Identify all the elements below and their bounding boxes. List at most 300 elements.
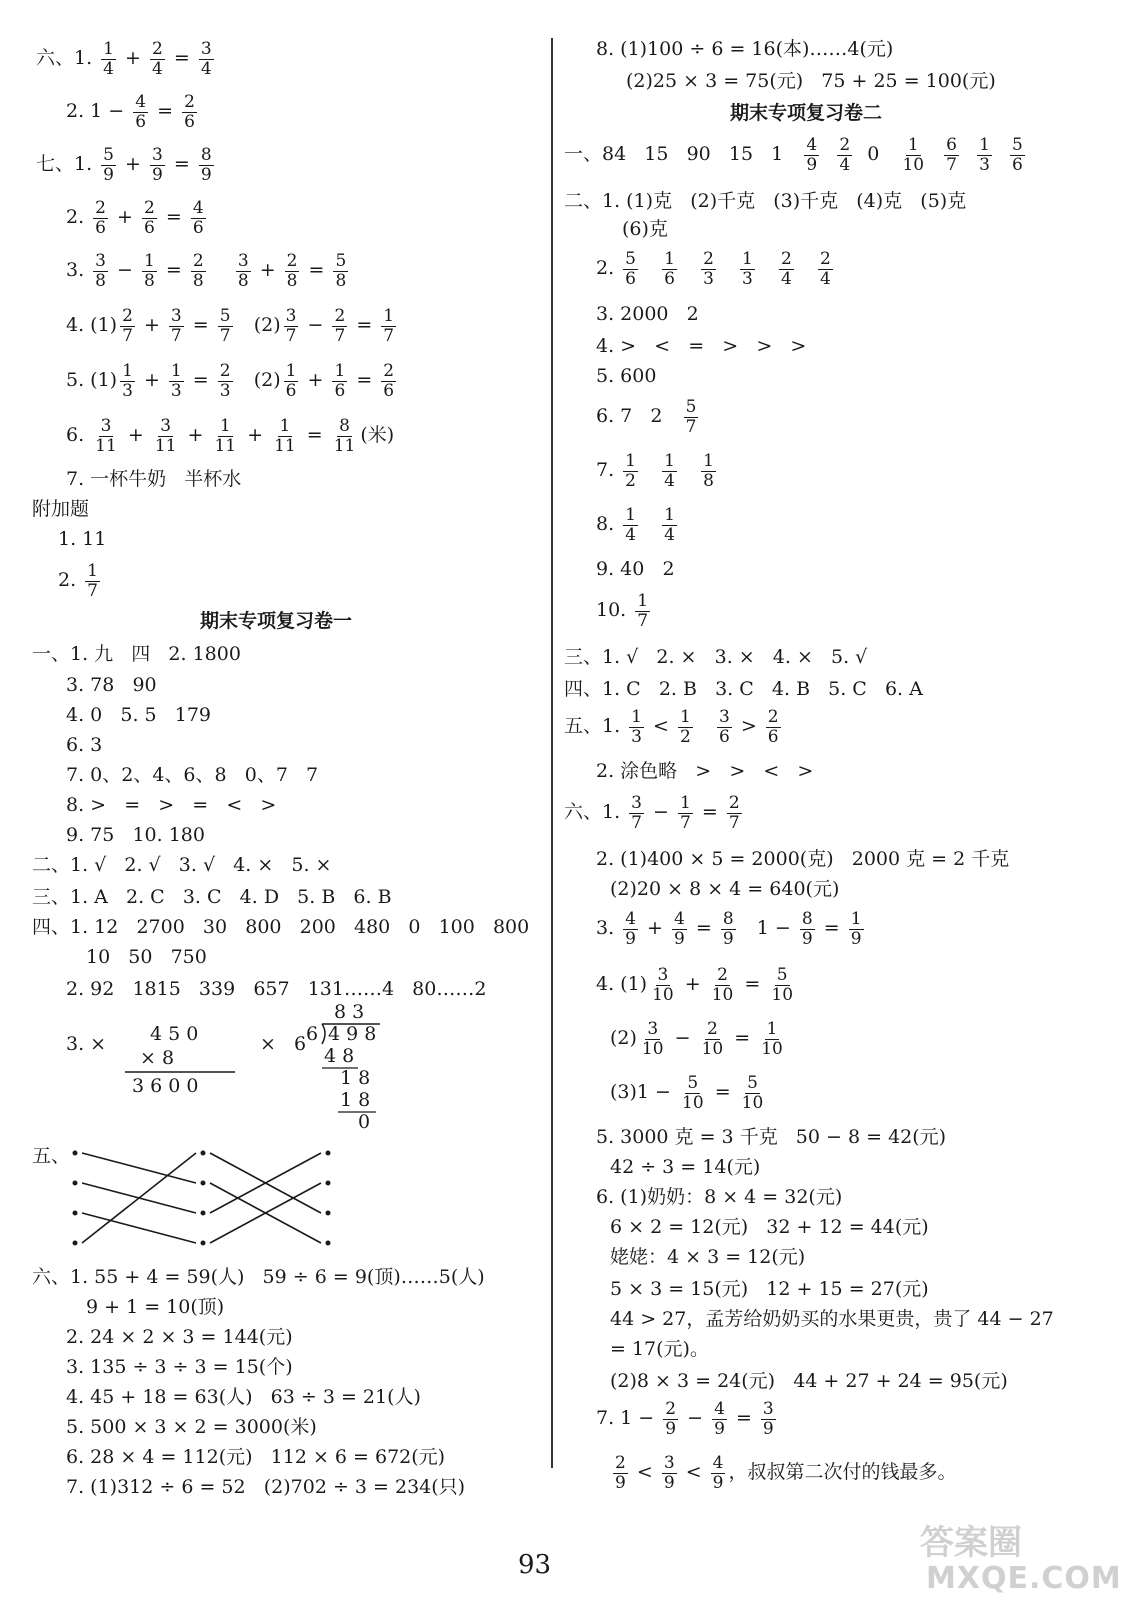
answer-text: 2. 92 1815 339 657 131……4 80……2 (66, 978, 487, 1000)
fraction-denominator: 7 (680, 812, 691, 833)
fraction-numerator: 1 (144, 251, 155, 271)
answer-text: 6. (66, 424, 91, 447)
fraction (182, 93, 197, 131)
answer-text (822, 145, 834, 164)
section-heading (200, 612, 352, 631)
fraction-denominator: 9 (665, 1418, 677, 1439)
answer-text: = (159, 259, 188, 282)
fraction (800, 910, 815, 948)
fraction-denominator: 9 (674, 928, 685, 949)
answer-text: − (111, 259, 139, 282)
fraction (169, 307, 184, 345)
answer-text: (2)8 × 3 = 24(元) 44 + 27 + 24 = 95(元) (610, 1370, 1008, 1392)
fraction-denominator: 9 (200, 164, 212, 185)
fraction-numerator: 3 (200, 39, 212, 59)
answer-line (32, 500, 89, 519)
answer-text: + (121, 424, 150, 447)
fraction-denominator: 8 (95, 270, 106, 291)
answer-text: = 17(元)。 (610, 1338, 709, 1360)
fraction-denominator: 4 (780, 268, 792, 289)
answer-text: 3. × (66, 1033, 107, 1055)
fraction-numerator: 3 (285, 306, 297, 326)
fraction-denominator: 7 (637, 610, 649, 631)
answer-line (564, 192, 966, 211)
fraction (623, 452, 638, 490)
fraction-denominator: 4 (664, 524, 675, 545)
answer-text: 7. (596, 459, 621, 482)
match-dot (73, 1241, 78, 1246)
fraction-denominator: 10 (701, 1038, 724, 1059)
fraction-numerator: 1 (383, 306, 395, 326)
answer-text: (2)20 × 8 × 4 = 640(元) (610, 878, 840, 900)
answer-text: (2)25 × 3 = 75(元) 75 + 25 = 100(元) (626, 70, 996, 92)
answer-text: 一、84 15 90 15 1 (564, 143, 802, 166)
answer-text (696, 717, 714, 736)
answer-text: − (681, 1407, 710, 1430)
fraction-denominator: 8 (703, 470, 714, 491)
fraction-numerator: 2 (665, 1399, 677, 1419)
fraction-numerator: 2 (717, 965, 728, 985)
answer-line (66, 1035, 106, 1054)
fraction-numerator: 2 (95, 198, 106, 218)
answer-text: 3. 135 ÷ 3 ÷ 3 = 15(个) (66, 1356, 293, 1378)
answer-text (680, 461, 698, 480)
fraction-denominator: 6 (718, 726, 730, 747)
match-dot (326, 1211, 331, 1216)
answer-text: 2. (596, 257, 621, 280)
answer-text (641, 461, 659, 480)
answer-text: 姥姥：4 × 3 = 12(元) (610, 1246, 806, 1268)
fraction-denominator: 6 (135, 111, 147, 132)
answer-text: 9. 40 2 (596, 558, 675, 580)
fraction-numerator: 4 (712, 1453, 724, 1473)
match-dot (326, 1181, 331, 1186)
fraction-denominator: 7 (728, 812, 740, 833)
fraction-numerator: 2 (615, 1453, 626, 1473)
fraction-denominator: 7 (383, 325, 395, 346)
answer-text: 7. 一杯牛奶 半杯水 (66, 468, 242, 490)
fraction-numerator: 1 (766, 1019, 778, 1039)
fraction-denominator: 10 (771, 984, 794, 1005)
fraction-denominator: 3 (631, 726, 642, 747)
fraction (120, 307, 135, 345)
match-dot (73, 1181, 78, 1186)
fraction-numerator: 2 (780, 249, 792, 269)
fraction-numerator: 1 (907, 135, 919, 155)
answer-text: 5 × 3 = 15(元) 12 + 15 = 27(元) (610, 1278, 929, 1300)
division-step-2: 1 8 (340, 1067, 371, 1089)
fraction-numerator: 1 (979, 135, 990, 155)
fraction-denominator: 8 (144, 270, 155, 291)
fraction-denominator: 4 (664, 470, 675, 491)
fraction-denominator: 4 (625, 524, 636, 545)
fraction-denominator: 9 (625, 928, 636, 949)
fraction-numerator: 3 (718, 707, 730, 727)
answer-text: 10. (596, 599, 633, 622)
answer-text: − (668, 1027, 697, 1050)
answer-line (564, 794, 745, 832)
fraction (284, 362, 299, 400)
fraction-denominator: 10 (641, 1038, 664, 1059)
answer-text: = (186, 314, 215, 337)
fraction-numerator: 8 (801, 909, 813, 929)
fraction-denominator: 4 (200, 58, 212, 79)
answer-line (596, 506, 680, 544)
fraction-numerator: 1 (625, 505, 636, 525)
answer-text (680, 259, 698, 278)
fraction-denominator: 3 (122, 380, 133, 401)
fraction (635, 592, 650, 630)
answer-text: 5. (1) (66, 369, 118, 392)
fraction-numerator: 3 (170, 306, 182, 326)
fraction (150, 40, 165, 78)
answer-line (66, 1418, 317, 1437)
answer-text: 7. 0、2、4、6、8 0、7 7 (66, 764, 319, 786)
answer-text: 四、1. C 2. B 3. C 4. B 5. C 6. A (564, 678, 923, 700)
fraction-denominator: 6 (192, 217, 204, 238)
answer-line (66, 766, 318, 785)
answer-text: + (119, 47, 147, 70)
division-quotient: 8 3 (334, 1001, 365, 1023)
fraction-numerator: 5 (335, 251, 347, 271)
answer-text: − (301, 314, 330, 337)
fraction-denominator: 7 (122, 325, 133, 346)
answer-text: = (302, 259, 331, 282)
answer-line (66, 1388, 421, 1407)
answer-text: > (734, 715, 763, 738)
fraction-numerator: 2 (152, 39, 163, 59)
answer-line (626, 72, 996, 91)
answer-text: < (647, 715, 675, 738)
answer-text: 三、1. A 2. C 3. C 4. D 5. B 6. B (32, 886, 392, 908)
answer-line (66, 980, 486, 999)
fraction-denominator: 10 (682, 1092, 704, 1113)
answer-line (596, 452, 719, 490)
fraction-numerator: 3 (657, 965, 669, 985)
answer-line (596, 1188, 842, 1207)
answer-text (719, 259, 737, 278)
match-dot (326, 1241, 331, 1246)
answer-line (66, 93, 200, 131)
matching-lines-diagram (60, 1145, 350, 1255)
fraction (142, 199, 157, 237)
fraction-denominator: 8 (192, 270, 204, 291)
fraction-numerator: 2 (767, 707, 779, 727)
answer-text: 六、1. (36, 47, 99, 70)
fraction-denominator: 3 (703, 268, 714, 289)
fraction-denominator: 10 (902, 154, 925, 175)
fraction (333, 252, 348, 290)
answer-text: 44 > 27，孟芳给奶奶买的水果更贵，贵了 44 − 27 (610, 1308, 1054, 1330)
answer-line (564, 136, 1028, 174)
answer-text: + (119, 153, 147, 176)
answer-line (564, 708, 784, 746)
answer-text: + (181, 424, 210, 447)
division-remainder: 0 (358, 1111, 371, 1133)
answer-text (209, 261, 233, 280)
fraction-numerator: 1 (625, 451, 636, 471)
answer-text: = (689, 917, 718, 940)
fraction (101, 40, 116, 78)
fraction (837, 136, 852, 174)
answer-text: 3. (596, 917, 621, 940)
fraction (779, 250, 794, 288)
answer-text: 二、1. (1)克 (2)千克 (3)千克 (4)克 (5)克 (564, 190, 967, 212)
fraction (701, 452, 716, 490)
fraction (672, 910, 687, 948)
fraction-numerator: 1 (850, 909, 862, 929)
answer-text (641, 515, 659, 534)
answer-line (596, 1400, 779, 1438)
answer-text: 9. 75 10. 180 (66, 824, 205, 846)
fraction-denominator: 7 (219, 325, 231, 346)
answer-text: 2. 24 × 2 × 3 = 144(元) (66, 1326, 293, 1348)
fraction-numerator: 1 (334, 361, 346, 381)
fraction-denominator: 7 (685, 416, 697, 437)
answer-line (596, 367, 656, 386)
fraction (101, 146, 116, 184)
fraction (711, 1454, 726, 1492)
fraction-denominator: 9 (663, 1472, 675, 1493)
fraction-denominator: 3 (979, 154, 990, 175)
fraction (169, 362, 184, 400)
answer-line (596, 305, 699, 324)
fraction (93, 199, 108, 237)
fraction (684, 398, 699, 436)
page-number: 93 (518, 1550, 552, 1580)
fraction-denominator: 7 (285, 325, 297, 346)
answer-line (596, 1128, 946, 1147)
answer-text (995, 145, 1007, 164)
answer-line (36, 146, 217, 184)
answer-line (32, 645, 241, 664)
answer-text: (米) (360, 424, 395, 447)
answer-text: 二、1. √ 2. √ 3. √ 4. × 5. × (32, 854, 332, 876)
answer-text: = (817, 917, 846, 940)
answer-text: 3. 2000 2 (596, 303, 699, 325)
answer-text: 三、1. √ 2. × 3. × 4. × 5. √ (564, 646, 868, 668)
answer-text: 4. 0 5. 5 179 (66, 704, 212, 726)
match-dot (73, 1151, 78, 1156)
fraction (613, 1454, 628, 1492)
answer-text: + (641, 917, 669, 940)
answer-text: 七、1. (36, 153, 99, 176)
fraction-denominator: 6 (767, 726, 779, 747)
fraction (700, 1020, 726, 1058)
fraction-denominator: 11 (333, 435, 356, 456)
answer-text: = (300, 424, 329, 447)
answer-text: + (678, 973, 707, 996)
fraction-numerator: 2 (192, 251, 204, 271)
answer-text: 四、1. 12 2700 30 800 200 480 0 100 800 (32, 916, 530, 938)
fraction (766, 708, 781, 746)
answer-text: 期末专项复习卷二 (730, 102, 883, 124)
division-step-3: 1 8 (340, 1089, 371, 1111)
answer-text: 7. 1 − (596, 1407, 661, 1430)
fraction-numerator: 8 (200, 145, 212, 165)
fraction (332, 417, 358, 455)
answer-line (66, 307, 399, 345)
answer-line (596, 398, 701, 436)
answer-line (596, 850, 1009, 869)
fraction (678, 794, 693, 832)
answer-line (596, 337, 806, 356)
answer-text: 5. 600 (596, 365, 657, 387)
answer-text: 4. (1) (66, 314, 118, 337)
watermark-line-1: 答案圈 (920, 1523, 1022, 1563)
answer-line (36, 40, 217, 78)
answer-text (758, 259, 776, 278)
fraction-denominator: 4 (152, 58, 163, 79)
fraction-denominator: 7 (631, 812, 642, 833)
answer-line (66, 199, 209, 237)
answer-text: 9 + 1 = 10(顶) (86, 1296, 225, 1318)
fraction-denominator: 6 (334, 380, 346, 401)
fraction (236, 252, 251, 290)
answer-line (32, 856, 331, 875)
fraction-numerator: 3 (631, 793, 642, 813)
fraction (761, 1400, 776, 1438)
answer-text: = (350, 369, 379, 392)
fraction-denominator: 9 (714, 1418, 725, 1439)
fraction-numerator: 1 (664, 249, 675, 269)
answer-line (596, 40, 893, 59)
fraction (710, 966, 736, 1004)
fraction-numerator: 1 (680, 707, 691, 727)
fraction-numerator: 3 (160, 416, 172, 436)
fraction (218, 307, 233, 345)
fraction (740, 250, 755, 288)
fraction (93, 252, 108, 290)
match-dot (73, 1211, 78, 1216)
fraction-numerator: 5 (687, 1073, 699, 1093)
fraction-numerator: 3 (100, 416, 112, 436)
fraction (701, 250, 716, 288)
fraction (623, 910, 638, 948)
answer-text: < (630, 1461, 659, 1484)
answer-text: 附加题 (32, 498, 90, 520)
answer-text: 2. (66, 206, 91, 229)
answer-text: 4. 45 + 18 = 63(人) 63 ÷ 3 = 21(人) (66, 1386, 421, 1408)
answer-text: = (695, 801, 724, 824)
answer-text: + (301, 369, 330, 392)
answer-text: 8. > = > = < > (66, 794, 277, 816)
answer-text: 6. 7 2 (596, 405, 681, 428)
answer-line (596, 966, 798, 1004)
answer-text: 8. (1)100 ÷ 6 = 16(本)……4(元) (596, 38, 894, 60)
fraction (650, 966, 676, 1004)
fraction (804, 136, 819, 174)
answer-text: 6. (1)奶奶：8 × 4 = 32(元) (596, 1186, 843, 1208)
answer-line (66, 1328, 293, 1347)
fraction-numerator: 1 (637, 591, 649, 611)
answer-line (596, 560, 675, 579)
answer-line (596, 592, 653, 630)
answer-line (66, 736, 102, 755)
long-division (300, 1000, 390, 1140)
fraction-denominator: 9 (762, 1418, 774, 1439)
fraction (191, 252, 206, 290)
answer-text: 5. 3000 克 = 3 千克 50 − 8 = 42(元) (596, 1126, 947, 1148)
answer-text (929, 145, 941, 164)
fraction-numerator: 5 (625, 249, 636, 269)
fraction-denominator: 4 (103, 58, 114, 79)
fraction-numerator: 4 (192, 198, 204, 218)
fraction-denominator: 9 (615, 1472, 626, 1493)
answer-text: (2) (610, 1027, 637, 1050)
fraction-denominator: 7 (946, 154, 957, 175)
division-dividend: 4 9 8 (328, 1023, 377, 1045)
fraction-numerator: 2 (122, 306, 133, 326)
answer-line (66, 362, 399, 400)
fraction-denominator: 9 (152, 164, 163, 185)
answer-text: 期末专项复习卷一 (200, 610, 353, 632)
answer-line (610, 1340, 709, 1359)
answer-text: 8. (596, 513, 621, 536)
answer-text: 6. 3 (66, 734, 103, 756)
fraction-numerator: 1 (279, 416, 291, 436)
answer-line (610, 1454, 957, 1492)
answer-text: 7. (1)312 ÷ 6 = 52 (2)702 ÷ 3 = 234(只) (66, 1476, 466, 1498)
fraction (759, 1020, 785, 1058)
fraction-denominator: 3 (170, 380, 182, 401)
answer-text: 2. 涂色略 > > < > (596, 760, 814, 782)
answer-line (66, 796, 276, 815)
fraction-denominator: 8 (237, 270, 249, 291)
fraction-denominator: 7 (87, 580, 98, 601)
fraction-numerator: 4 (625, 909, 636, 929)
fraction (191, 199, 206, 237)
answer-text: = (350, 314, 379, 337)
fraction (977, 136, 992, 174)
fraction (199, 146, 214, 184)
answer-text: ，叔叔第二次付的钱最多。 (728, 1461, 957, 1484)
division-divisor: 6 (306, 1023, 319, 1045)
fraction (629, 708, 644, 746)
division-bracket (322, 1024, 325, 1044)
fraction-numerator: 8 (339, 416, 350, 436)
fraction (727, 794, 742, 832)
answer-text: 3. (66, 259, 91, 282)
fraction-numerator: 2 (286, 251, 298, 271)
fraction-denominator: 7 (334, 325, 346, 346)
fraction-denominator: 11 (214, 435, 237, 456)
answer-line (66, 1478, 465, 1497)
fraction (623, 506, 638, 544)
fraction-denominator: 9 (806, 154, 818, 175)
division-step-1: 4 8 (324, 1045, 355, 1067)
fraction-numerator: 3 (152, 145, 163, 165)
fraction (662, 1454, 677, 1492)
answer-line (86, 1298, 224, 1317)
answer-line (610, 1218, 929, 1237)
answer-text (641, 259, 659, 278)
fraction-denominator: 6 (184, 111, 195, 132)
answer-text: + (111, 206, 139, 229)
answer-text: × 6 (260, 1033, 307, 1055)
fraction-numerator: 4 (674, 909, 685, 929)
answer-text: = (729, 1407, 758, 1430)
answer-text: 一、1. 九 四 2. 1800 (32, 643, 241, 665)
fraction (332, 362, 347, 400)
vertical-multiplication (120, 1020, 250, 1100)
fraction (93, 417, 119, 455)
fraction (769, 966, 795, 1004)
fraction-numerator: 6 (946, 135, 957, 155)
fraction-denominator: 11 (154, 435, 177, 456)
answer-line (66, 417, 394, 455)
mult-result: 3 6 0 0 (132, 1075, 199, 1097)
